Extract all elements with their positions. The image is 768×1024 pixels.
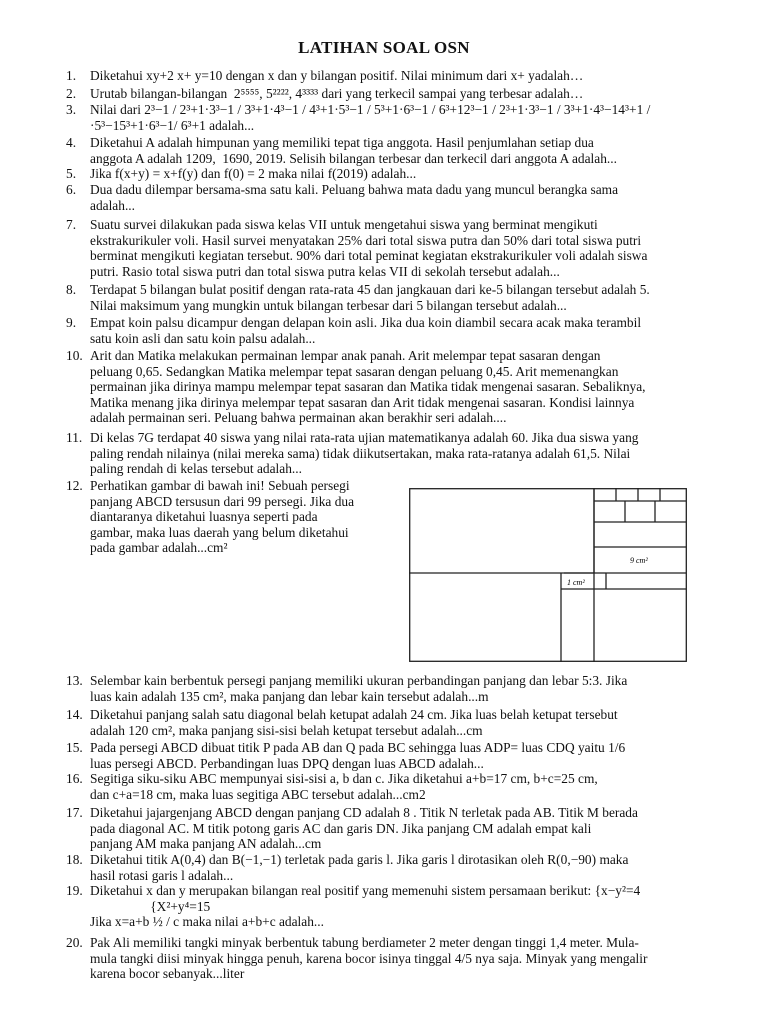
question-text	[90, 135, 724, 166]
question-line: hasil rotasi garis l adalah...	[90, 867, 234, 883]
question-item	[66, 86, 724, 102]
question-number: 19.	[66, 883, 83, 898]
question-item	[66, 282, 724, 313]
question-number: 1.	[66, 68, 77, 83]
question-line: Matika menang jika dirinya melempar tepat sasaran dan Arit tidak mengenai sasaran. Kondisi lainnya	[90, 394, 635, 410]
question-item	[66, 805, 724, 852]
question-text	[90, 102, 724, 133]
question-line: pada diagonal AC. M titik potong garis AC dan garis DN. Jika panjang CM adalah empat kali	[90, 820, 592, 836]
question-text	[90, 182, 724, 213]
question-text	[90, 430, 724, 477]
question-number: 12.	[66, 478, 83, 493]
question-line: {X²+y⁴=15	[90, 898, 211, 914]
question-number: 16.	[66, 771, 83, 786]
rectangle-figure	[409, 488, 687, 662]
question-line: Di kelas 7G terdapat 40 siswa yang nilai rata-rata ujian matematikanya adalah 60. Jika dua siswa yang	[90, 430, 639, 445]
question-line: gambar, maka luas daerah yang belum diketahui	[90, 524, 349, 540]
question-text	[90, 68, 724, 84]
question-line: Nilai dari 2³−1 / 2³+1·3³−1 / 3³+1·4³−1 / 4³+1·5³−1 / 5³+1·6³−1 / 6³+12³−1 / 2³+1·3³−1 / 3³+1·4³−14³+1 /	[90, 102, 651, 117]
question-line: pada gambar adalah...cm²	[90, 540, 228, 556]
question-line: diantaranya diketahui luasnya seperti pada	[90, 509, 318, 525]
question-number: 6.	[66, 182, 77, 197]
question-text	[90, 217, 724, 279]
question-text	[90, 166, 724, 182]
question-line: putri. Rasio total siswa putri dan total siswa putra kelas VII di sekolah tersebut adalah...	[90, 263, 560, 279]
question-line: adalah 120 cm², maka panjang sisi-sisi belah ketupat tersebut adalah...cm	[90, 722, 483, 738]
question-item	[66, 852, 724, 883]
question-text	[90, 883, 724, 930]
outer-rectangle	[410, 489, 687, 662]
question-line: Empat koin palsu dicampur dengan delapan koin asli. Jika dua koin diambil secara acak maka terambil	[90, 315, 642, 330]
page-title: LATIHAN SOAL OSN	[298, 38, 470, 57]
question-line: Terdapat 5 bilangan bulat positif dengan rata-rata 45 dan jangkauan dari ke-5 bilangan tersebut adalah 5.	[90, 282, 650, 297]
question-line: Diketahui xy+2 x+ y=10 dengan x dan y bilangan positif. Nilai minimum dari x+ yadalah…	[90, 68, 584, 83]
question-text	[90, 282, 724, 313]
question-line: paling rendah nilainya (nilai mereka sama) tidak diikutsertakan, maka rata-ratanya adalah 61,5. Nilai	[90, 445, 631, 461]
question-number: 4.	[66, 135, 77, 150]
question-number: 15.	[66, 740, 83, 755]
question-line: Diketahui titik A(0,4) dan B(−1,−1) terletak pada garis l. Jika garis l dirotasikan oleh R(0,−90) maka	[90, 852, 629, 867]
question-item	[66, 182, 724, 213]
question-item	[66, 430, 724, 477]
question-line: mula tangki diisi minyak hingga penuh, karena bocor isinya tinggal 4/5 nya saja. Minyak yang mengalir	[90, 950, 648, 966]
question-number: 3.	[66, 102, 77, 117]
question-item	[66, 102, 724, 133]
question-item	[66, 217, 724, 279]
question-number: 20.	[66, 935, 83, 950]
question-line: paling rendah di kelas tersebut adalah...	[90, 461, 302, 477]
question-item	[66, 68, 724, 84]
question-text	[90, 478, 398, 556]
question-line: panjang AM maka panjang AN adalah...cm	[90, 836, 322, 852]
question-line: Arit dan Matika melakukan permainan lempar anak panah. Arit melempar tepat sasaran dengan	[90, 348, 601, 363]
question-line: ·5³−15³+1·6³−1/ 6³+1 adalah...	[90, 117, 255, 133]
question-item	[66, 348, 724, 426]
question-number: 9.	[66, 315, 77, 330]
question-number: 8.	[66, 282, 77, 297]
question-line: Selembar kain berbentuk persegi panjang memiliki ukuran perbandingan panjang dan lebar 5:3. Jika	[90, 673, 628, 688]
question-item	[66, 478, 398, 556]
label-9cm2: 9 cm²	[630, 556, 648, 565]
question-text	[90, 740, 724, 771]
question-line: Pak Ali memiliki tangki minyak berbentuk tabung berdiameter 2 meter dengan tinggi 1,4 meter. Mula-	[90, 935, 639, 950]
question-line: Diketahui A adalah himpunan yang memiliki tepat tiga anggota. Hasil penjumlahan setiap dua	[90, 135, 594, 150]
question-number: 13.	[66, 673, 83, 688]
question-text	[90, 771, 724, 802]
question-item	[66, 707, 724, 738]
question-item	[66, 883, 724, 930]
question-line: Dua dadu dilempar bersama-sma satu kali. Peluang bahwa mata dadu yang muncul berangka sama	[90, 182, 619, 197]
question-line: Perhatikan gambar di bawah ini! Sebuah persegi	[90, 478, 350, 493]
question-text	[90, 315, 724, 346]
question-line: Jika f(x+y) = x+f(y) dan f(0) = 2 maka nilai f(2019) adalah...	[90, 166, 417, 181]
question-line: Diketahui x dan y merupakan bilangan real positif yang memenuhi sistem persamaan berikut: {x−y²=4	[90, 883, 641, 898]
question-line: Segitiga siku-siku ABC mempunyai sisi-sisi a, b dan c. Jika diketahui a+b=17 cm, b+c=25 cm,	[90, 771, 598, 786]
question-line: panjang ABCD tersusun dari 99 persegi. Jika dua	[90, 493, 355, 509]
question-text	[90, 935, 724, 982]
question-line: satu koin asli dan satu koin palsu adalah...	[90, 330, 316, 346]
question-line: ekstrakurikuler voli. Hasil survei menyatakan 25% dari total siswa putra dan 50% dari total siswa putri	[90, 232, 642, 248]
question-text	[90, 673, 724, 704]
question-number: 17.	[66, 805, 83, 820]
question-line: luas kain adalah 135 cm², maka panjang dan lebar kain tersebut adalah...m	[90, 688, 489, 704]
question-item	[66, 673, 724, 704]
question-line: adalah permainan seri. Peluang bahwa permainan akan berakhir seri adalah....	[90, 410, 507, 426]
question-line: Diketahui panjang salah satu diagonal belah ketupat adalah 24 cm. Jika luas belah ketupat tersebut	[90, 707, 618, 722]
question-text	[90, 348, 724, 426]
question-line: permainan jika dirinya mampu melempar tepat sasaran dan Matika tidak mengenai sasaran. Sebaliknya,	[90, 379, 646, 395]
question-line: Pada persegi ABCD dibuat titik P pada AB dan Q pada BC sehingga luas ADP= luas CDQ yaitu 1/6	[90, 740, 626, 755]
question-item	[66, 740, 724, 771]
question-number: 18.	[66, 852, 83, 867]
question-line: peluang 0,65. Sedangkan Matika melempar tepat sasaran dengan peluang 0,45. Arit memenangkan	[90, 363, 619, 379]
question-number: 10.	[66, 348, 83, 363]
question-line: dan c+a=18 cm, maka luas segitiga ABC tersebut adalah...cm2	[90, 786, 426, 802]
question-item	[66, 135, 724, 166]
question-line: Jika x=a+b ½ / c maka nilai a+b+c adalah...	[90, 914, 324, 930]
question-line: Nilai maksimum yang mungkin untuk bilangan terbesar dari 5 bilangan tersebut adalah...	[90, 297, 567, 313]
question-item	[66, 935, 724, 982]
question-line: karena bocor sebanyak...liter	[90, 966, 245, 982]
question-number: 5.	[66, 166, 77, 181]
question-number: 11.	[66, 430, 83, 445]
question-number: 7.	[66, 217, 77, 232]
question-line: Diketahui jajargenjang ABCD dengan panjang CD adalah 8 . Titik N terletak pada AB. Titik M berada	[90, 805, 638, 820]
question-line: luas persegi ABCD. Perbandingan luas DPQ dengan luas ABCD adalah...	[90, 755, 484, 771]
question-item	[66, 771, 724, 802]
question-line: anggota A adalah 1209, 1690, 2019. Selisih bilangan terbesar dan terkecil dari anggota A adalah...	[90, 150, 617, 166]
question-number: 14.	[66, 707, 83, 722]
question-text	[90, 707, 724, 738]
question-text	[90, 86, 724, 102]
question-item	[66, 315, 724, 346]
question-line: Urutab bilangan-bilangan 2⁵⁵⁵⁵, 5²²²², 4³³³³ dari yang terkecil sampai yang terbesar adalah…	[90, 86, 584, 101]
question-item	[66, 166, 724, 182]
question-line: berminat mengikuti kegiatan tersebut. 90% dari total peminat kegiatan ekstrakurikuler voli adalah siswa	[90, 248, 648, 264]
label-1cm2: 1 cm²	[567, 578, 585, 587]
question-number: 2.	[66, 86, 77, 101]
question-text	[90, 805, 724, 852]
question-line: adalah...	[90, 197, 135, 213]
question-text	[90, 852, 724, 883]
question-line: Suatu survei dilakukan pada siswa kelas VII untuk mengetahui siswa yang berminat mengikuti	[90, 217, 598, 232]
